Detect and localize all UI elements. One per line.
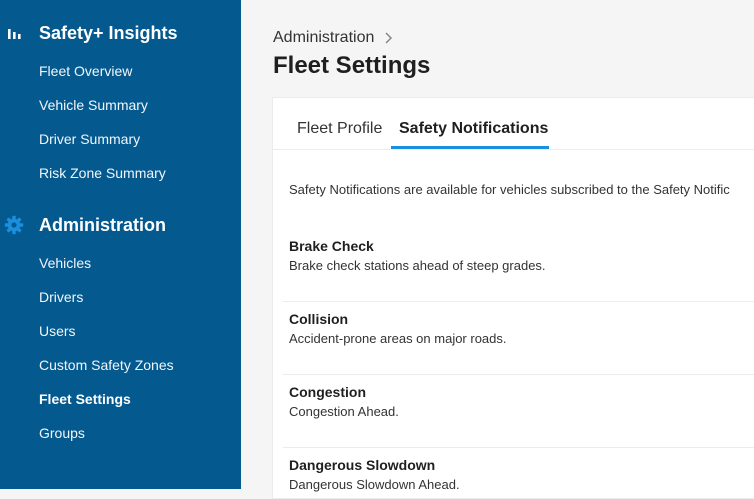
sidebar-item-fleet-overview[interactable]: Fleet Overview	[39, 63, 133, 79]
tab-divider	[273, 149, 754, 150]
page-title: Fleet Settings	[273, 52, 431, 79]
notification-description: Accident-prone areas on major roads.	[289, 331, 507, 346]
section-administration[interactable]	[0, 211, 241, 239]
section-safety-insights[interactable]	[0, 19, 241, 47]
row-divider	[283, 374, 754, 375]
sidebar-item-vehicles[interactable]: Vehicles	[39, 255, 92, 271]
notification-item	[289, 383, 754, 421]
notification-title: Brake Check	[289, 238, 374, 254]
notification-title: Collision	[289, 311, 349, 327]
sidebar-item-drivers[interactable]: Drivers	[39, 289, 84, 305]
chevron-right-icon	[384, 32, 393, 44]
notification-description: Brake check stations ahead of steep grades.	[289, 258, 546, 273]
sidebar-item-risk-zone-summary[interactable]: Risk Zone Summary	[39, 165, 166, 181]
notification-item	[289, 456, 754, 494]
sidebar-item-driver-summary[interactable]: Driver Summary	[39, 131, 141, 147]
sidebar	[0, 0, 241, 489]
settings-card	[272, 97, 754, 499]
gear-icon	[4, 215, 24, 235]
sidebar-item-groups[interactable]: Groups	[39, 425, 85, 441]
notification-description: Dangerous Slowdown Ahead.	[289, 477, 460, 492]
notification-item	[289, 310, 754, 348]
notification-description: Congestion Ahead.	[289, 404, 399, 419]
sidebar-item-users[interactable]: Users	[39, 323, 76, 339]
sidebar-item-fleet-settings[interactable]: Fleet Settings	[39, 391, 131, 407]
breadcrumb	[273, 29, 393, 47]
bar-chart-icon	[5, 24, 23, 42]
notifications-intro: Safety Notifications are available for vehicles subscribed to the Safety Notific	[289, 182, 730, 197]
tab-fleet-profile[interactable]: Fleet Profile	[297, 120, 383, 137]
main-content	[241, 0, 754, 492]
tab-safety-notifications[interactable]: Safety Notifications	[399, 120, 549, 137]
sidebar-item-vehicle-summary[interactable]: Vehicle Summary	[39, 97, 148, 113]
section-title: Administration	[39, 215, 167, 235]
row-divider	[283, 301, 754, 302]
section-title: Safety+ Insights	[39, 23, 178, 43]
notification-item	[289, 237, 754, 275]
breadcrumb-link-administration[interactable]: Administration	[273, 29, 375, 46]
sidebar-item-custom-safety-zones[interactable]: Custom Safety Zones	[39, 357, 174, 373]
notification-title: Dangerous Slowdown	[289, 457, 436, 473]
notification-title: Congestion	[289, 384, 366, 400]
row-divider	[283, 447, 754, 448]
